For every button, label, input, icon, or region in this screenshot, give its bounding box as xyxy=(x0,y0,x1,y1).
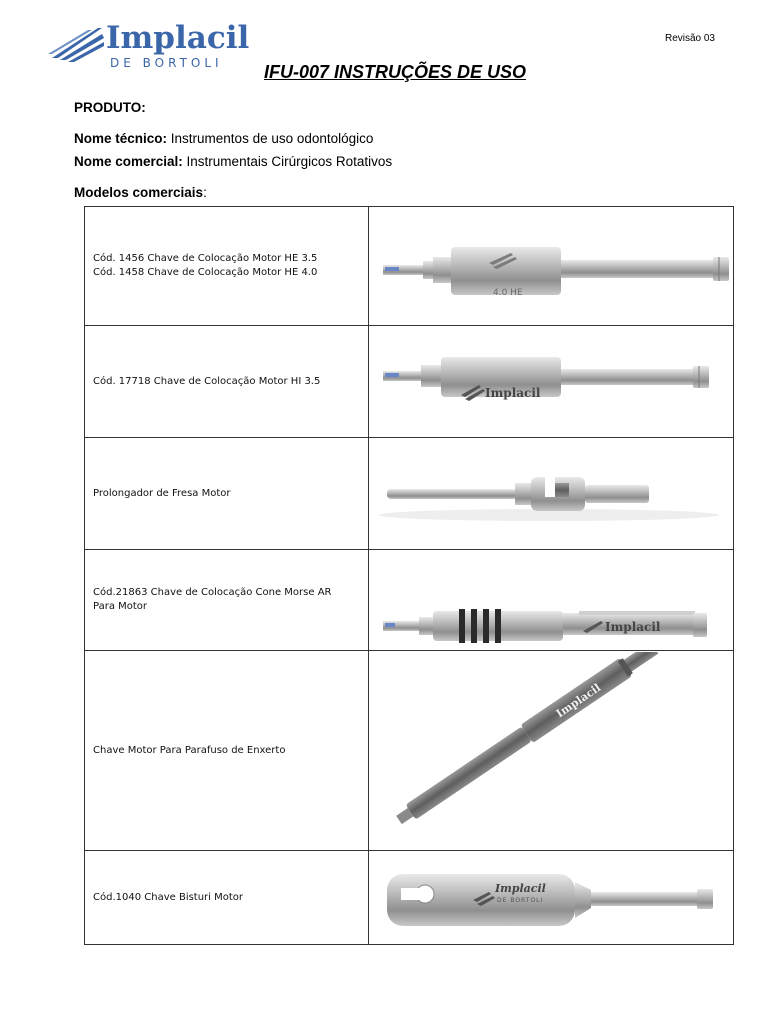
model-line: Prolongador de Fresa Motor xyxy=(93,487,231,499)
logo-wordmark: Implacil xyxy=(106,20,250,56)
model-line: Chave Motor Para Parafuso de Enxerto xyxy=(93,744,286,756)
model-image-cell xyxy=(369,326,734,438)
model-image-cell xyxy=(369,550,734,651)
models-label: Modelos comerciais xyxy=(74,185,204,200)
commercial-name-line xyxy=(74,154,392,169)
logo-subtitle: DE BORTOLI xyxy=(110,56,223,70)
model-line: Cód. 1456 Chave de Colocação Motor HE 3.5 xyxy=(93,253,318,264)
model-line: Cód. 17718 Chave de Colocação Motor HI 3.5 xyxy=(93,375,321,387)
graft-screw-driver-image xyxy=(369,652,743,850)
technical-name-value: Instrumentos de uso odontológico xyxy=(167,131,374,146)
product-heading: PRODUTO: xyxy=(74,100,146,115)
scalpel-driver-image xyxy=(369,852,743,944)
model-line: Cód.21863 Chave de Colocação Cone Morse AR xyxy=(93,587,332,598)
model-line: Cód.1040 Chave Bisturi Motor xyxy=(93,891,244,903)
engraving-subtext: DE BORTOLI xyxy=(497,896,544,904)
model-image-cell xyxy=(369,207,734,326)
table-row xyxy=(85,207,734,326)
models-table xyxy=(84,206,734,945)
model-description xyxy=(85,550,369,651)
placement-driver-he-image xyxy=(369,207,743,325)
engraving-text: Implacil xyxy=(485,385,541,400)
document-title: IFU-007 INSTRUÇÕES DE USO xyxy=(263,62,527,82)
commercial-name-value: Instrumentais Cirúrgicos Rotativos xyxy=(182,154,393,169)
models-line xyxy=(74,185,207,200)
revision-label: Revisão 03 xyxy=(664,33,715,44)
model-description xyxy=(85,651,369,851)
logo-mark-icon xyxy=(48,24,106,64)
model-line: Cód. 1458 Chave de Colocação Motor HE 4.0 xyxy=(93,267,318,278)
table-row xyxy=(85,651,734,851)
model-image-cell xyxy=(369,851,734,945)
model-line: Para Motor xyxy=(93,601,148,612)
engraving-text: Implacil xyxy=(605,619,661,634)
model-image-cell xyxy=(369,438,734,550)
commercial-name-label: Nome comercial: xyxy=(74,154,183,169)
model-description xyxy=(85,438,369,550)
table-row xyxy=(85,326,734,438)
technical-name-line xyxy=(74,131,373,146)
engraving-text: 4.0 HE xyxy=(493,288,523,298)
morse-cone-driver-image xyxy=(369,551,743,650)
table-row xyxy=(85,438,734,550)
table-row xyxy=(85,851,734,945)
placement-driver-hi-image xyxy=(369,327,743,437)
models-colon: : xyxy=(203,185,207,200)
engraving-text: Implacil xyxy=(495,881,546,895)
model-description xyxy=(85,851,369,945)
table-row xyxy=(85,550,734,651)
model-image-cell xyxy=(369,651,734,851)
model-description xyxy=(85,326,369,438)
model-description xyxy=(85,207,369,326)
technical-name-label: Nome técnico: xyxy=(74,131,168,146)
drill-extender-image xyxy=(369,439,743,549)
engraving-text: Implacil xyxy=(553,680,604,720)
